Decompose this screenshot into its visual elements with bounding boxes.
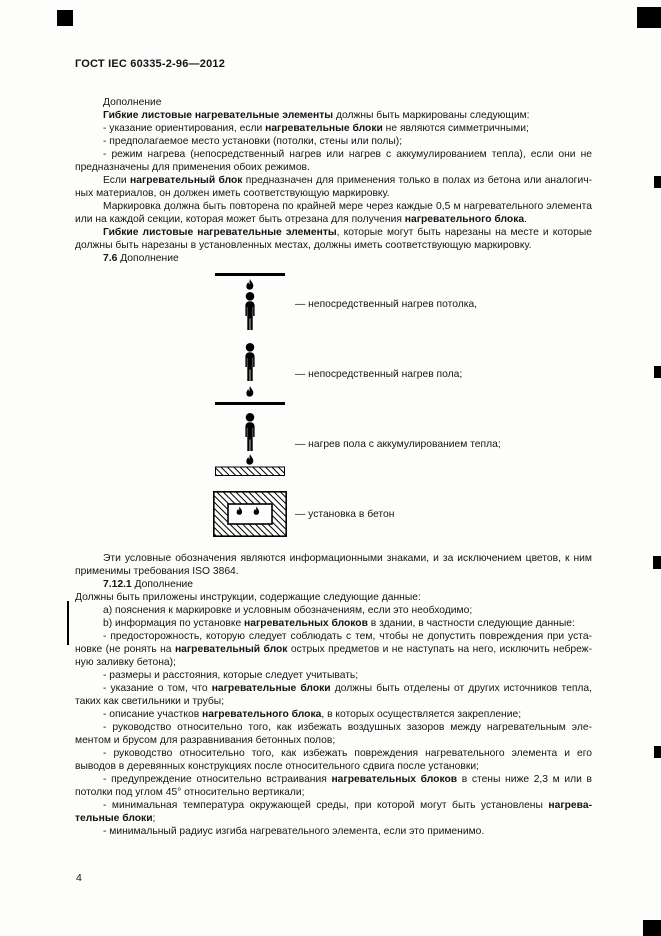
text: , которые могут быть нарезаны на месте и которые должны быть нарезаны в установленных местах, должны иметь соответствующую маркировку.	[75, 227, 592, 251]
scan-artifact-right-4	[654, 746, 661, 758]
text: должны быть отделены от других источников тепла, таких как светильники и трубы;	[75, 683, 592, 707]
text: Эти условные обозначения являются информационными знаками, и за исключением цветов, к ним применимы требования ISO 3864.	[75, 553, 592, 577]
person-icon	[245, 413, 254, 451]
ceiling-direct-heating-icon	[213, 273, 287, 335]
text: - минимальная температура окружающей среды, при которой могут быть установлены	[103, 800, 549, 811]
paragraph	[75, 682, 592, 708]
text: , в которых осуществляется закрепление;	[321, 709, 522, 720]
paragraph	[75, 135, 592, 148]
person-icon	[245, 292, 254, 330]
text: должны быть маркированы следующим:	[333, 110, 530, 121]
paragraph	[75, 591, 592, 604]
bold-text: нагревательные блоки	[265, 123, 383, 134]
pictogram-label: — установка в бетон	[295, 508, 395, 520]
paragraph	[75, 252, 592, 265]
text: Маркировка должна быть повторена по крайней мере через каждые 0,5 м нагревательного элемента или на каждой секции, которая может быть отрезана для получения	[75, 201, 592, 225]
text: .	[524, 214, 527, 225]
bold-text: нагревательные блоки	[75, 800, 592, 824]
scan-artifact-bottom-right	[643, 920, 661, 936]
paragraph	[75, 617, 592, 630]
text: - предосторожность, которую следует соблюдать с тем, чтобы не допустить повреждения при установке (не ронять на	[75, 631, 592, 655]
paragraph	[75, 96, 592, 109]
bold-text: нагревательные блоки	[211, 683, 331, 694]
person-icon	[245, 343, 254, 381]
concrete-installation-icon	[213, 491, 287, 537]
text: - описание участков	[103, 709, 203, 720]
paragraph	[75, 604, 592, 617]
scan-artifact-right-2	[654, 366, 661, 378]
page-number: 4	[76, 872, 82, 884]
text: - указание ориентирования, если	[103, 123, 266, 134]
paragraph	[75, 799, 592, 825]
floor-storage-heating-icon	[213, 413, 287, 476]
text: - указание о том, что	[103, 683, 212, 694]
text: Дополнение	[131, 579, 193, 590]
text: - предупреждение относительно встраивания	[103, 774, 332, 785]
text: острых предметов и не наступать на него, исключить небрежную заливку бетона);	[75, 644, 593, 668]
paragraph	[75, 552, 592, 578]
section-marking-requirements	[75, 96, 592, 265]
bold-text: нагревательного блока	[404, 214, 525, 225]
bold-text: нагревательный блок	[130, 175, 243, 186]
text: предназначен для применения только в полах из бетона или аналогичных материалов, он должен иметь соответствующую маркировку.	[75, 175, 592, 199]
text: Должны быть приложены инструкции, содержащие следующие данные:	[75, 592, 421, 603]
text: - режим нагрева (непосредственный нагрев или нагрев с аккумулированием тепла), если они не предназначены для применения обоих режимов.	[75, 149, 592, 173]
paragraph	[75, 825, 592, 838]
floor-direct-heating-icon	[213, 343, 287, 405]
bold-text: нагревательных блоков	[244, 618, 368, 629]
bold-text: нагревательного блока	[202, 709, 322, 720]
bold-text: нагревательный блок	[174, 644, 288, 655]
scan-artifact-right-3	[653, 556, 661, 569]
text: - руководство относительно того, как избежать повреждения нагревательного элемента и его выводов в деревянных конструкциях после относительного сдвига после установки;	[75, 748, 592, 772]
paragraph	[75, 226, 592, 252]
paragraph	[75, 773, 592, 799]
scan-artifact-right-1	[654, 176, 661, 188]
page-content	[75, 58, 592, 838]
pictogram-label: — непосредственный нагрев потолка,	[295, 298, 478, 310]
heating-unit-box	[228, 504, 272, 524]
bold-text: Гибкие листовые нагревательные элементы	[103, 110, 334, 121]
bold-text: 7.12.1	[103, 579, 132, 590]
text: Если	[103, 175, 131, 186]
pictogram-row-floor-heating	[75, 343, 592, 405]
text: не являются симметричными;	[382, 123, 529, 134]
flame-icon	[246, 386, 253, 397]
heat-storage-layer	[216, 467, 285, 476]
text: ;	[152, 813, 156, 824]
flame-icon	[246, 454, 253, 465]
pictogram-label: — непосредственный нагрев пола;	[295, 368, 463, 380]
text: a) пояснения к маркировке и условным обозначениям, если это необходимо;	[103, 605, 473, 616]
paragraph	[75, 708, 592, 721]
paragraph	[75, 122, 592, 135]
text: - минимальный радиус изгиба нагревательного элемента, если это применимо.	[103, 826, 485, 837]
text: в здании, в частности следующие данные:	[367, 618, 575, 629]
text: в стены ниже 2,3 м или в потолки под углом 45° относительно вертикали;	[75, 774, 592, 798]
paragraph	[75, 630, 592, 669]
paragraph	[75, 109, 592, 122]
bold-text: нагревательных блоков	[331, 774, 458, 785]
paragraph	[75, 200, 592, 226]
paragraph	[75, 747, 592, 773]
paragraph	[75, 174, 592, 200]
scan-artifact-top-left	[57, 10, 73, 26]
pictogram-list	[75, 273, 592, 537]
text: - руководство относительно того, как избежать воздушных зазоров между нагревательным элементом и брусом для разравнивания бетонных полов;	[75, 722, 592, 746]
paragraph	[75, 721, 592, 747]
text: Дополнение	[117, 253, 179, 264]
change-bar	[67, 601, 69, 645]
paragraph	[75, 148, 592, 174]
pictogram-label: — нагрев пола с аккумулированием тепла;	[295, 439, 501, 450]
flame-icon	[246, 279, 253, 290]
bold-text: 7.6	[103, 253, 118, 264]
pictogram-row-floor-storage-heating	[75, 413, 592, 476]
text: - предполагаемое место установки (потолки, стены или полы);	[103, 136, 403, 147]
bold-text: Гибкие листовые нагревательные элементы	[103, 227, 337, 238]
section-instructions	[75, 552, 592, 838]
text: b) информация по установке	[103, 618, 245, 629]
pictogram-row-concrete-installation	[75, 491, 592, 537]
text: Дополнение	[103, 97, 162, 108]
pictogram-row-ceiling-heating	[75, 273, 592, 335]
text: - размеры и расстояния, которые следует учитывать;	[103, 670, 359, 681]
document-title: ГОСТ IEC 60335-2-96—2012	[75, 58, 226, 70]
paragraph	[75, 578, 592, 591]
scan-artifact-top-right	[637, 7, 661, 28]
paragraph	[75, 669, 592, 682]
